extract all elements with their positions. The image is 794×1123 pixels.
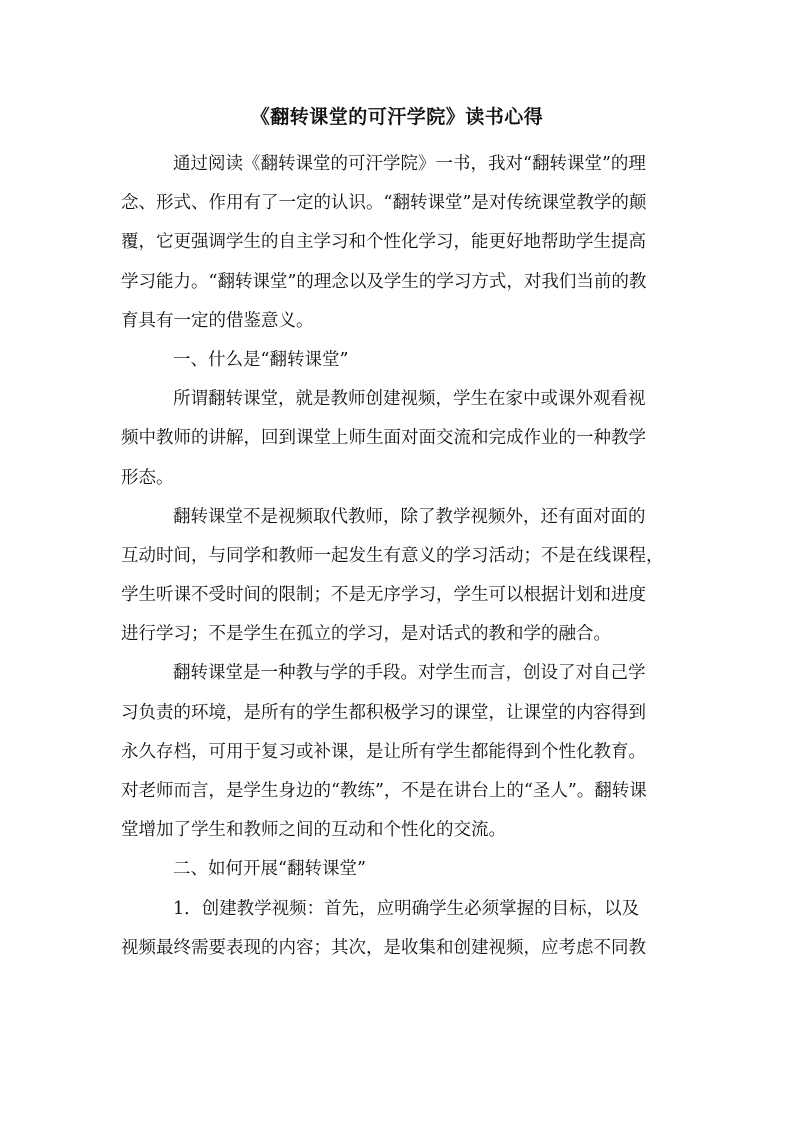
paragraph-line-text: 育具有一定的借鉴意义。: [121, 310, 314, 331]
paragraph-line-text: 堂增加了学生和教师之间的互动和个性化的交流。: [121, 820, 506, 841]
paragraph-line: [121, 576, 673, 615]
paragraph-line-text: 视频最终需要表现的内容；其次，是收集和创建视频，应考虑不同教: [121, 937, 646, 958]
paragraph-line: [121, 184, 673, 223]
section-heading-text: 二、如何开展“翻转课堂”: [173, 859, 366, 880]
paragraph-line-text: 互动时间，与同学和教师一起发生有意义的学习活动；不是在线课程，: [121, 545, 664, 566]
paragraph-line-text: 念、形式、作用有了一定的认识。“翻转课堂”是对传统课堂教学的颠: [121, 193, 647, 214]
paragraph-line-text: 频中教师的讲解，回到课堂上师生面对面交流和完成作业的一种教学: [121, 428, 646, 449]
section-heading: [121, 341, 673, 380]
paragraph-line: [121, 263, 673, 302]
paragraph-line: [121, 302, 673, 341]
paragraph-line: [121, 733, 673, 772]
paragraph-line-text: 学生听课不受时间的限制；不是无序学习，学生可以根据计划和进度: [121, 585, 646, 606]
paragraph-line-text: 1．创建教学视频：首先，应明确学生必须掌握的目标，以及: [173, 898, 640, 919]
paragraph-line: [121, 615, 673, 654]
document-title: 《翻转课堂的可汗学院》读书心得: [250, 106, 544, 128]
paragraph-line: [121, 145, 673, 184]
paragraph-line: [121, 498, 673, 537]
paragraph-line: [121, 459, 673, 498]
document-body: [121, 145, 673, 968]
paragraph-line: [121, 929, 673, 968]
paragraph-line-text: 对老师而言，是学生身边的“教练”，不是在讲台上的“圣人”。翻转课: [121, 781, 647, 801]
paragraph-line-text: 翻转课堂是一种教与学的手段。对学生而言，创设了对自己学: [173, 663, 646, 684]
paragraph-line: [121, 890, 673, 929]
paragraph-line: [121, 694, 673, 733]
paragraph-line: [121, 772, 673, 811]
section-heading-text: 一、什么是“翻转课堂”: [173, 349, 349, 370]
paragraph-line: [121, 223, 673, 262]
paragraph-line: [121, 537, 673, 576]
paragraph-line-text: 学习能力。“翻转课堂”的理念以及学生的学习方式，对我们当前的教: [121, 271, 647, 292]
paragraph-line: [121, 419, 673, 458]
paragraph-line-text: 永久存档，可用于复习或补课，是让所有学生都能得到个性化教育。: [121, 741, 646, 762]
paragraph-line-text: 覆，它更强调学生的自主学习和个性化学习，能更好地帮助学生提高: [121, 232, 646, 253]
paragraph-line: [121, 380, 673, 419]
paragraph-line-text: 所谓翻转课堂，就是教师创建视频，学生在家中或课外观看视: [173, 389, 646, 410]
paragraph-line: [121, 654, 673, 693]
paragraph-line: [121, 811, 673, 850]
paragraph-line-text: 形态。: [121, 467, 174, 488]
paragraph-line-text: 通过阅读《翻转课堂的可汗学院》一书，我对“翻转课堂”的理: [173, 154, 646, 174]
paragraph-line-text: 习负责的环境，是所有的学生都积极学习的课堂，让课堂的内容得到: [121, 702, 646, 723]
paragraph-line-text: 翻转课堂不是视频取代教师，除了教学视频外，还有面对面的: [173, 506, 646, 527]
paragraph-line-text: 进行学习；不是学生在孤立的学习，是对话式的教和学的融合。: [121, 624, 611, 645]
section-heading: [121, 850, 673, 889]
